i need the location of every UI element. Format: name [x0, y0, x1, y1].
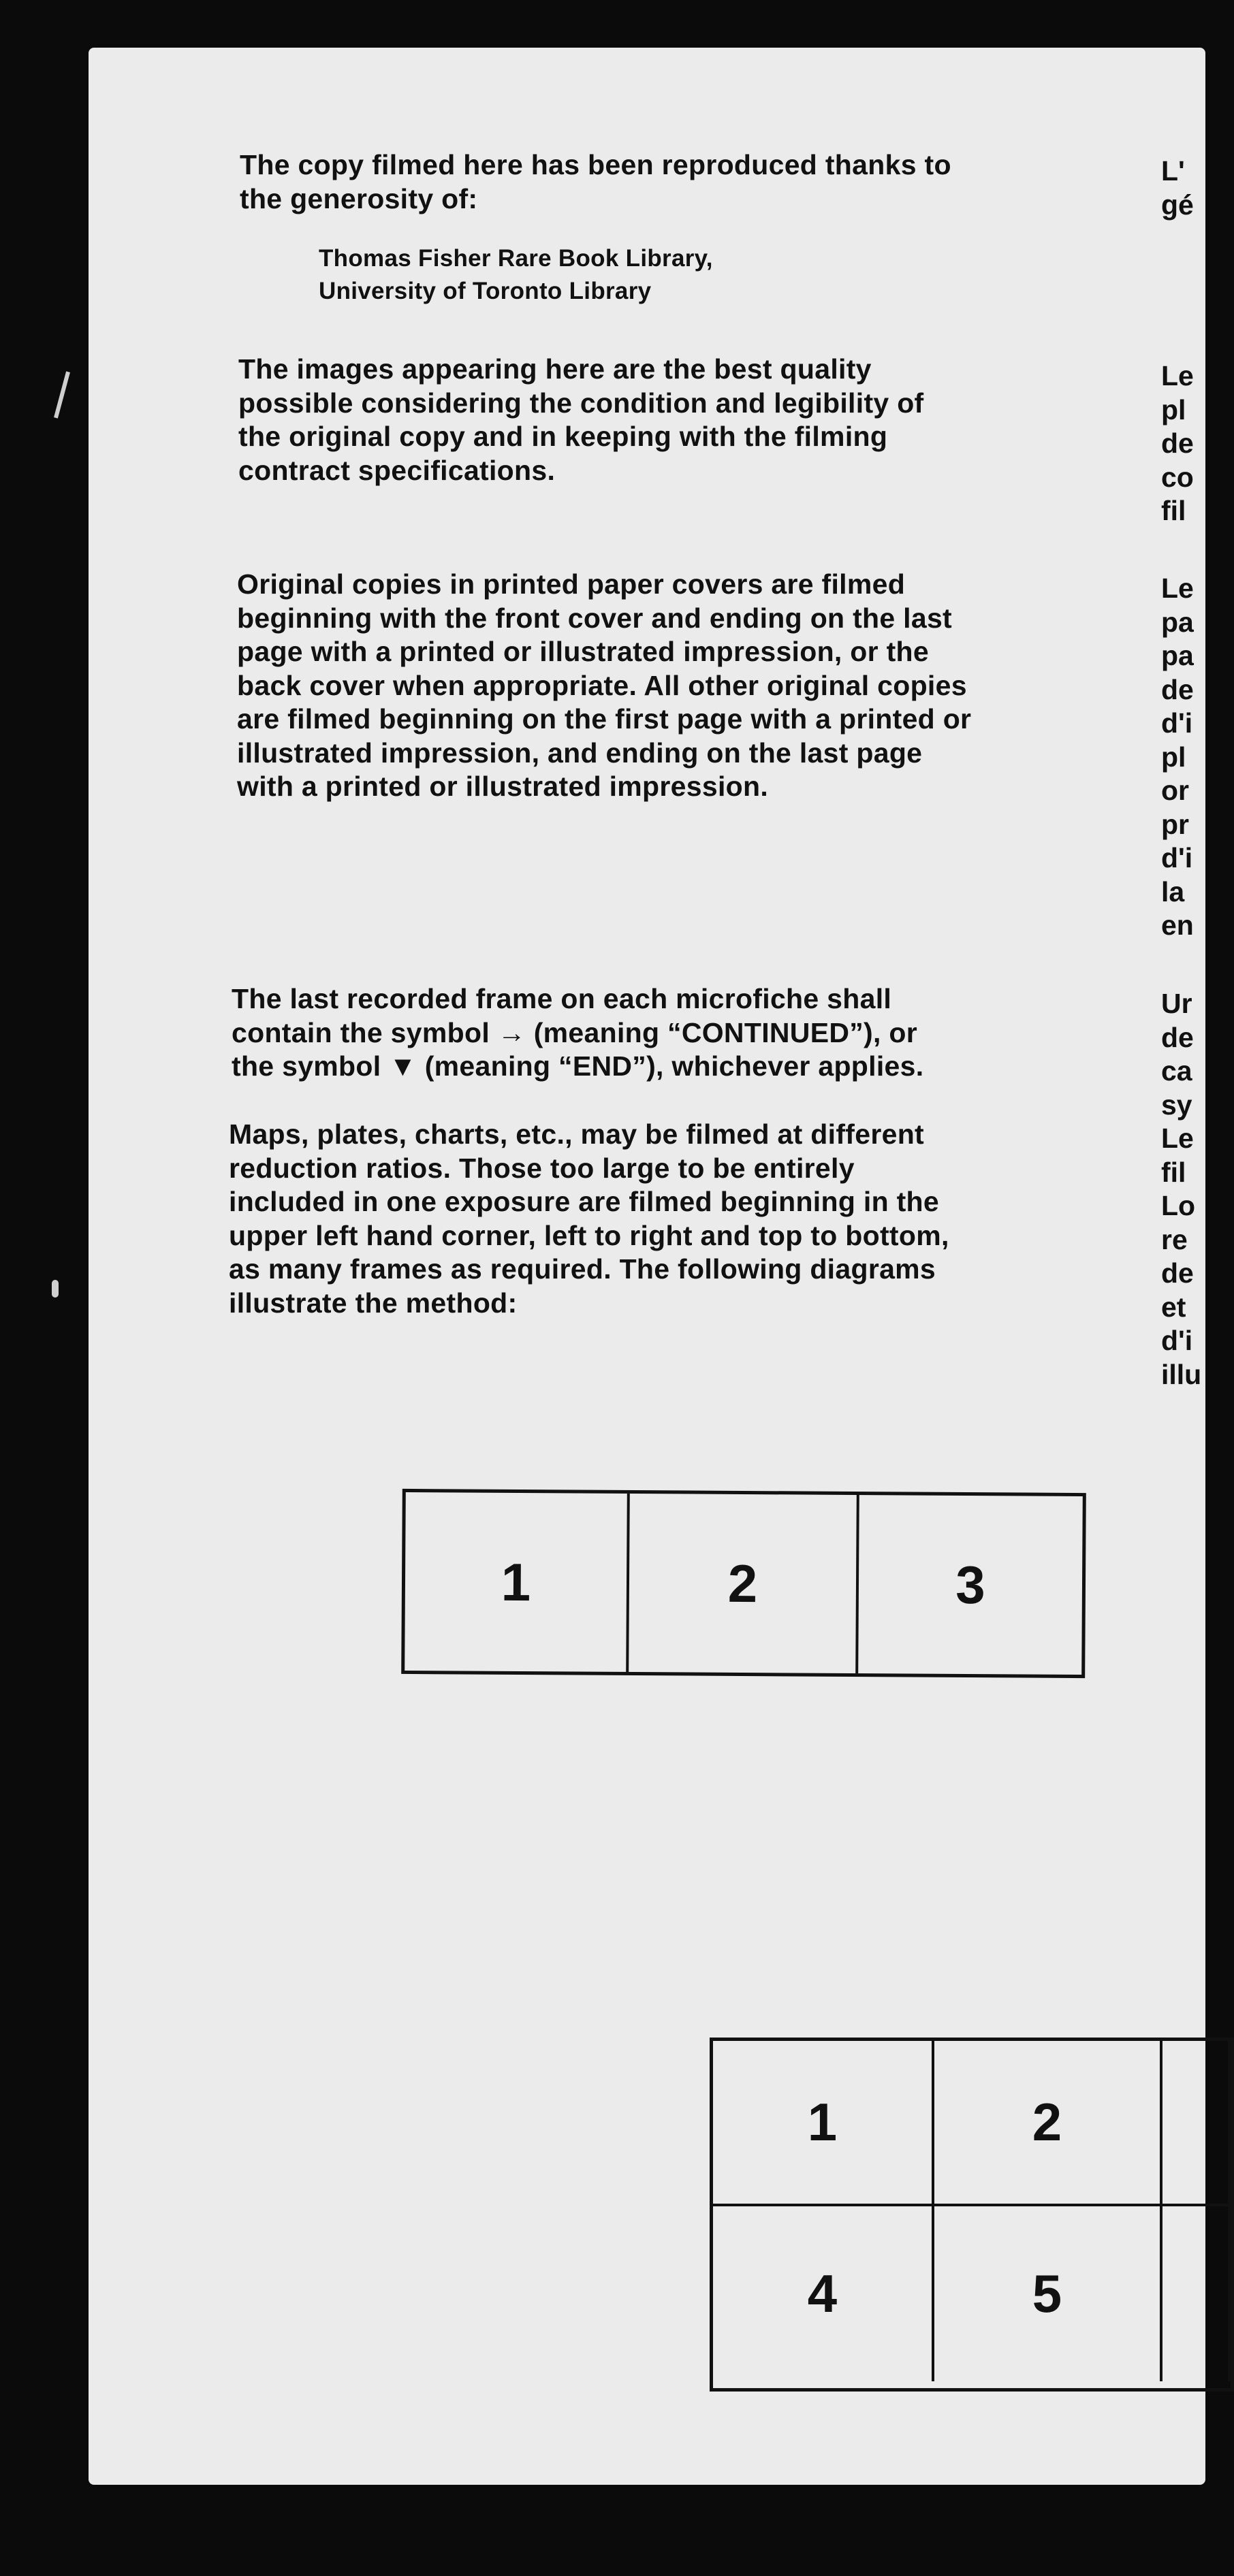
frame-cell: 3	[955, 1554, 985, 1615]
frame-cell: 1	[405, 1492, 630, 1672]
grid-cell: 1	[713, 2041, 934, 2206]
quality-paragraph: The images appearing here are the best quality possible considering the condition and legibility of the original copy and in keeping with the filming contract specifications.	[238, 353, 924, 486]
library-line-1: Thomas Fisher Rare Book Library,	[319, 245, 713, 272]
right-fragment-4: Ur de ca sy	[1161, 988, 1194, 1121]
maps-paragraph: Maps, plates, charts, etc., may be filmed at different reduction ratios. Those too large to be entirely included in one exposure are filmed beginning in the upper left hand corner, left to right and top to bottom, as many frames as required. The following diagrams illustrate the method:	[229, 1118, 949, 1319]
intro-paragraph: The copy filmed here has been reproduced thanks to the generosity of:	[240, 149, 951, 214]
grid-cell	[1162, 2041, 1231, 2206]
right-fragment-5: Le fil Lo re de et d'i illu	[1161, 1123, 1202, 1390]
grid-cell	[1162, 2206, 1231, 2381]
covers-paragraph: Original copies in printed paper covers are filmed beginning with the front cover and ending on the last page with a printed or illustrated impression, or the back cover when appropriate. All other original copies are filmed beginning on the first page with a printed or illustrated impression, and ending on the last page with a printed or illustrated impression.	[237, 568, 972, 802]
arrow-icon: →	[497, 1016, 526, 1048]
right-fragment-1: L' gé	[1161, 155, 1194, 221]
library-credit	[319, 242, 864, 308]
grid-cell: 2	[934, 2041, 1162, 2206]
film-speck	[52, 1280, 59, 1298]
triangle-icon: ▼	[389, 1050, 417, 1082]
grid-cell: 4	[713, 2206, 934, 2381]
frame-grid-diagram	[710, 2038, 1234, 2392]
film-speck	[54, 371, 70, 418]
right-fragment-2: Le pl de co fil	[1161, 360, 1194, 526]
frame-row-diagram	[401, 1489, 1086, 1678]
grid-cell: 5	[934, 2206, 1162, 2381]
right-fragment-3: Le pa pa de d'i pl or pr d'i la en	[1161, 573, 1194, 941]
symbols-paragraph: The last recorded frame on each microfiche shall contain the symbol → (meaning “CONTINUED”), or the symbol ▼ (meaning “END”), whichever applies.	[232, 983, 924, 1082]
library-line-2: University of Toronto Library	[319, 278, 652, 304]
frame-cell: 2	[629, 1494, 859, 1673]
